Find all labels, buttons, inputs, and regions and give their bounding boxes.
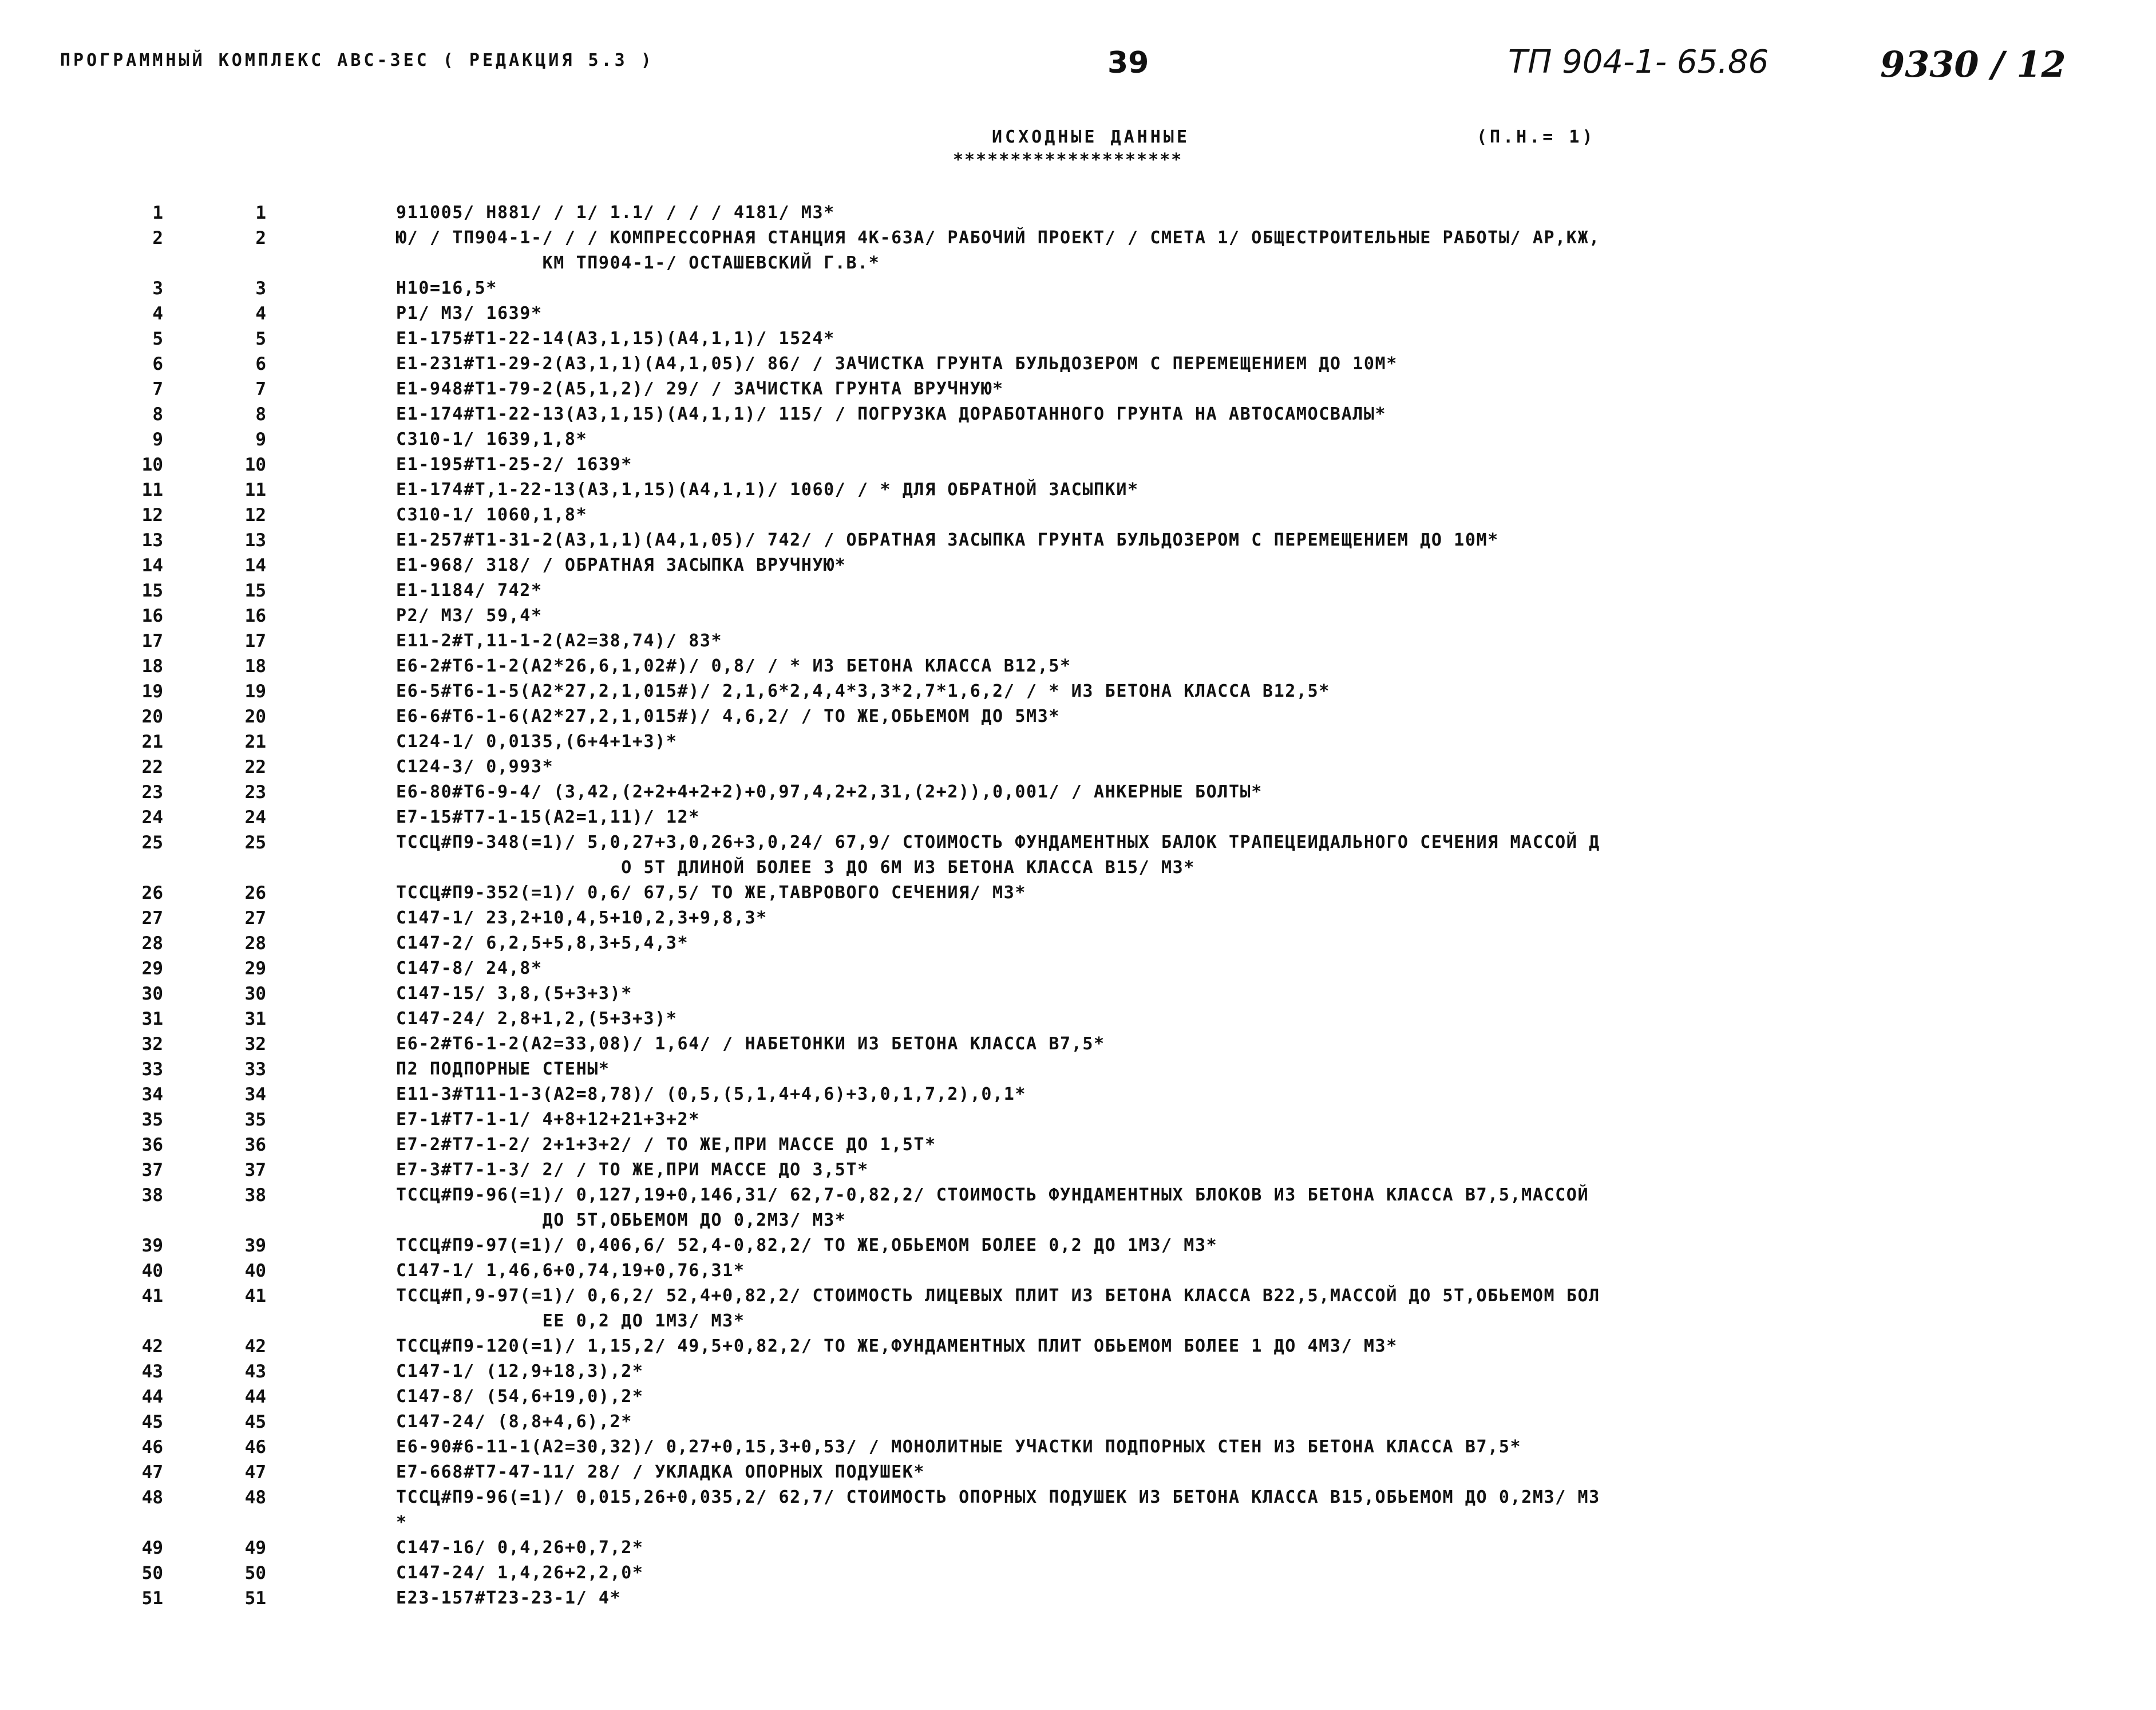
row-number: 1	[152, 203, 163, 223]
row-number: 18	[141, 656, 163, 677]
row-code-text: С147-24/ (8,8+4,6),2*	[396, 1412, 632, 1432]
listing-row	[0, 503, 2156, 528]
row-line-number: 32	[244, 1034, 266, 1055]
listing-row	[0, 276, 2156, 301]
listing-row	[0, 755, 2156, 780]
listing-row	[0, 1107, 2156, 1132]
listing-row	[0, 1485, 2156, 1535]
row-number: 30	[141, 984, 163, 1004]
row-code-text: Р2/ М3/ 59,4*	[396, 606, 543, 626]
row-line-number: 39	[244, 1235, 266, 1256]
row-number: 42	[141, 1336, 163, 1357]
row-number: 10	[141, 455, 163, 475]
row-line-number: 16	[244, 606, 266, 626]
row-code-text: Е1-948#Т1-79-2(А5,1,2)/ 29/ / ЗАЧИСТКА ГРУНТА ВРУЧНУЮ*	[396, 379, 1004, 399]
row-line-number: 2	[255, 228, 266, 248]
row-line-number: 49	[244, 1538, 266, 1558]
row-code-text: Е7-1#Т7-1-1/ 4+8+12+21+3+2*	[396, 1109, 700, 1130]
section-title: ИСХОДНЫЕ ДАННЫЕ	[992, 127, 1190, 147]
listing-row	[0, 729, 2156, 755]
row-number: 28	[141, 933, 163, 954]
row-line-number: 28	[244, 933, 266, 954]
listing-row	[0, 1384, 2156, 1409]
row-number: 26	[141, 883, 163, 903]
listing-row	[0, 780, 2156, 805]
row-line-number: 36	[244, 1135, 266, 1155]
row-code-text: Е6-2#Т6-1-2(А2*26,6,1,02#)/ 0,8/ / * ИЗ БЕТОНА КЛАССА В12,5*	[396, 656, 1071, 676]
listing-row	[0, 553, 2156, 578]
listing-row	[0, 1435, 2156, 1460]
row-code-text: ТССЦ#П9-96(=1)/ 0,127,19+0,146,31/ 62,7-0,82,2/ СТОИМОСТЬ ФУНДАМЕНТНЫХ БЛОКОВ ИЗ БЕТОНА КЛАССА В7,5,МАССОЙ ДО 5Т,ОБЬЕМОМ ДО 0,2М3/ М3*	[396, 1185, 1589, 1230]
row-line-number: 40	[244, 1261, 266, 1281]
row-code-text: С147-16/ 0,4,26+0,7,2*	[396, 1538, 644, 1558]
row-line-number: 3	[255, 278, 266, 299]
row-number: 49	[141, 1538, 163, 1558]
listing-row	[0, 1586, 2156, 1611]
row-number: 41	[141, 1286, 163, 1306]
row-line-number: 26	[244, 883, 266, 903]
row-line-number: 18	[244, 656, 266, 677]
row-code-text: С147-24/ 2,8+1,2,(5+3+3)*	[396, 1009, 678, 1029]
listing-row	[0, 603, 2156, 629]
row-code-text: Е6-5#Т6-1-5(А2*27,2,1,015#)/ 2,1,6*2,4,4*3,3*2,7*1,6,2/ / * ИЗ БЕТОНА КЛАССА В12,5*	[396, 681, 1330, 701]
row-line-number: 14	[244, 555, 266, 576]
row-code-text: С147-15/ 3,8,(5+3+3)*	[396, 984, 632, 1004]
row-number: 34	[141, 1084, 163, 1105]
row-line-number: 10	[244, 455, 266, 475]
section-params: (П.Н.= 1)	[1477, 127, 1596, 147]
row-code-text: Е1-257#Т1-31-2(А3,1,1)(А4,1,05)/ 742/ / ОБРАТНАЯ ЗАСЫПКА ГРУНТА БУЛЬДОЗЕРОМ С ПЕРЕМЕЩЕНИЕМ ДО 10М*	[396, 530, 1499, 550]
row-number: 38	[141, 1185, 163, 1206]
row-number: 8	[152, 404, 163, 425]
row-code-text: ТССЦ#П9-120(=1)/ 1,15,2/ 49,5+0,82,2/ ТО ЖЕ,ФУНДАМЕНТНЫХ ПЛИТ ОБЬЕМОМ БОЛЕЕ 1 ДО 4М3/ М3*	[396, 1336, 1398, 1356]
listing-row	[0, 654, 2156, 679]
row-code-text: С147-1/ 23,2+10,4,5+10,2,3+9,8,3*	[396, 908, 768, 928]
row-code-text: С124-1/ 0,0135,(6+4+1+3)*	[396, 732, 678, 752]
row-line-number: 25	[244, 832, 266, 853]
listing-row	[0, 1082, 2156, 1107]
row-code-text: С147-8/ 24,8*	[396, 958, 543, 978]
listing-row	[0, 830, 2156, 880]
section-underline: ********************	[953, 150, 1183, 170]
row-number: 45	[141, 1412, 163, 1432]
listing-row	[0, 679, 2156, 704]
row-code-text: ТССЦ#П9-97(=1)/ 0,406,6/ 52,4-0,82,2/ ТО ЖЕ,ОБЬЕМОМ БОЛЕЕ 0,2 ДО 1М3/ М3*	[396, 1235, 1218, 1255]
row-line-number: 37	[244, 1160, 266, 1180]
row-code-text: С147-24/ 1,4,26+2,2,0*	[396, 1563, 644, 1583]
row-line-number: 22	[244, 757, 266, 777]
listing-row	[0, 704, 2156, 729]
row-code-text: С310-1/ 1639,1,8*	[396, 429, 588, 449]
row-line-number: 12	[244, 505, 266, 526]
row-number: 27	[141, 908, 163, 929]
row-number: 31	[141, 1009, 163, 1029]
row-number: 47	[141, 1462, 163, 1483]
row-line-number: 24	[244, 807, 266, 828]
row-line-number: 7	[255, 379, 266, 400]
row-number: 20	[141, 706, 163, 727]
row-code-text: Ю/ / ТП904-1-/ / / КОМПРЕССОРНАЯ СТАНЦИЯ 4К-63А/ РАБОЧИЙ ПРОЕКТ/ / СМЕТА 1/ ОБЩЕСТРОИТЕЛЬНЫЕ РАБОТЫ/ АР,КЖ, КМ ТП904-1-/ ОСТАШЕВСКИЙ Г.В.*	[396, 228, 1600, 273]
listing-row	[0, 1535, 2156, 1561]
row-number: 19	[141, 681, 163, 702]
listing-row	[0, 200, 2156, 226]
row-line-number: 33	[244, 1059, 266, 1080]
row-code-text: Е7-2#Т7-1-2/ 2+1+3+2/ / ТО ЖЕ,ПРИ МАССЕ ДО 1,5Т*	[396, 1135, 936, 1155]
row-code-text: Е1-968/ 318/ / ОБРАТНАЯ ЗАСЫПКА ВРУЧНУЮ*	[396, 555, 846, 575]
row-number: 48	[141, 1487, 163, 1508]
row-code-text: Е23-157#Т23-23-1/ 4*	[396, 1588, 622, 1608]
listing-row	[0, 1183, 2156, 1233]
row-code-text: ТССЦ#П9-352(=1)/ 0,6/ 67,5/ ТО ЖЕ,ТАВРОВОГО СЕЧЕНИЯ/ М3*	[396, 883, 1027, 903]
row-line-number: 46	[244, 1437, 266, 1458]
listing-row	[0, 326, 2156, 352]
row-code-text: Е6-80#Т6-9-4/ (3,42,(2+2+4+2+2)+0,97,4,2+2,31,(2+2)),0,001/ / АНКЕРНЫЕ БОЛТЫ*	[396, 782, 1263, 802]
row-line-number: 44	[244, 1387, 266, 1407]
row-number: 14	[141, 555, 163, 576]
row-number: 2	[152, 228, 163, 248]
listing-row	[0, 906, 2156, 931]
row-number: 46	[141, 1437, 163, 1458]
row-number: 3	[152, 278, 163, 299]
row-line-number: 19	[244, 681, 266, 702]
listing-row	[0, 352, 2156, 377]
row-code-text: Р1/ М3/ 1639*	[396, 303, 543, 323]
row-line-number: 21	[244, 732, 266, 752]
row-number: 4	[152, 303, 163, 324]
row-code-text: Е1-174#Т1-22-13(А3,1,15)(А4,1,1)/ 115/ / ПОГРУЗКА ДОРАБОТАННОГО ГРУНТА НА АВТОСАМОСВАЛЫ*	[396, 404, 1387, 424]
listing-row	[0, 1006, 2156, 1032]
row-number: 44	[141, 1387, 163, 1407]
row-code-text: Е6-2#Т6-1-2(А2=33,08)/ 1,64/ / НАБЕТОНКИ ИЗ БЕТОНА КЛАССА В7,5*	[396, 1034, 1105, 1054]
row-code-text: Е7-3#Т7-1-3/ 2/ / ТО ЖЕ,ПРИ МАССЕ ДО 3,5Т*	[396, 1160, 869, 1180]
listing-row	[0, 301, 2156, 326]
row-code-text: Е6-6#Т6-1-6(А2*27,2,1,015#)/ 4,6,2/ / ТО ЖЕ,ОБЬЕМОМ ДО 5М3*	[396, 706, 1061, 726]
row-line-number: 48	[244, 1487, 266, 1508]
row-code-text: Е6-90#6-11-1(А2=30,32)/ 0,27+0,15,3+0,53/ / МОНОЛИТНЫЕ УЧАСТКИ ПОДПОРНЫХ СТЕН ИЗ БЕТОНА КЛАССА В7,5*	[396, 1437, 1522, 1457]
listing-row	[0, 1032, 2156, 1057]
row-line-number: 9	[255, 429, 266, 450]
program-title: ПРОГРАММНЫЙ КОМПЛЕКС АВС-ЗЕС ( РЕДАКЦИЯ 5.3 )	[60, 50, 654, 70]
row-number: 16	[141, 606, 163, 626]
listing-row	[0, 377, 2156, 402]
row-line-number: 30	[244, 984, 266, 1004]
listing-row	[0, 1233, 2156, 1258]
row-line-number: 15	[244, 580, 266, 601]
row-number: 25	[141, 832, 163, 853]
row-line-number: 43	[244, 1361, 266, 1382]
row-line-number: 45	[244, 1412, 266, 1432]
row-number: 17	[141, 631, 163, 651]
row-line-number: 1	[255, 203, 266, 223]
row-line-number: 41	[244, 1286, 266, 1306]
listing-row	[0, 1359, 2156, 1384]
listing-row	[0, 452, 2156, 477]
row-code-text: С147-2/ 6,2,5+5,8,3+5,4,3*	[396, 933, 689, 953]
row-number: 29	[141, 958, 163, 979]
listing-row	[0, 1158, 2156, 1183]
sheet-code: 9330 / 12	[1880, 44, 2066, 85]
row-code-text: Е1-195#Т1-25-2/ 1639*	[396, 455, 632, 475]
row-code-text: ТССЦ#П9-348(=1)/ 5,0,27+3,0,26+3,0,24/ 67,9/ СТОИМОСТЬ ФУНДАМЕНТНЫХ БАЛОК ТРАПЕЦЕИДАЛЬНОГО СЕЧЕНИЯ МАССОЙ Д О 5Т ДЛИНОЙ БОЛЕЕ 3 ДО 6М ИЗ БЕТОНА КЛАССА В15/ М3*	[396, 832, 1600, 878]
listing-row	[0, 880, 2156, 906]
listing-row	[0, 931, 2156, 956]
listing-row	[0, 1460, 2156, 1485]
row-number: 12	[141, 505, 163, 526]
row-number: 32	[141, 1034, 163, 1055]
data-listing	[0, 200, 2156, 1611]
row-line-number: 35	[244, 1109, 266, 1130]
row-line-number: 42	[244, 1336, 266, 1357]
row-number: 35	[141, 1109, 163, 1130]
row-number: 22	[141, 757, 163, 777]
row-line-number: 38	[244, 1185, 266, 1206]
row-code-text: С124-3/ 0,993*	[396, 757, 554, 777]
row-number: 37	[141, 1160, 163, 1180]
row-number: 33	[141, 1059, 163, 1080]
row-line-number: 29	[244, 958, 266, 979]
row-number: 5	[152, 329, 163, 349]
row-line-number: 5	[255, 329, 266, 349]
row-code-text: Е1-174#Т,1-22-13(А3,1,15)(А4,1,1)/ 1060/ / * ДЛЯ ОБРАТНОЙ ЗАСЫПКИ*	[396, 480, 1139, 500]
listing-row	[0, 629, 2156, 654]
row-line-number: 47	[244, 1462, 266, 1483]
listing-row	[0, 427, 2156, 452]
row-code-text: Е7-15#Т7-1-15(А2=1,11)/ 12*	[396, 807, 700, 827]
row-line-number: 51	[244, 1588, 266, 1609]
row-code-text: ТССЦ#П,9-97(=1)/ 0,6,2/ 52,4+0,82,2/ СТОИМОСТЬ ЛИЦЕВЫХ ПЛИТ ИЗ БЕТОНА КЛАССА В22,5,МАССОЙ ДО 5Т,ОБЬЕМОМ БОЛ ЕЕ 0,2 ДО 1М3/ М3*	[396, 1286, 1600, 1331]
row-code-text: С147-8/ (54,6+19,0),2*	[396, 1387, 644, 1407]
row-number: 40	[141, 1261, 163, 1281]
listing-row	[0, 1409, 2156, 1435]
row-line-number: 50	[244, 1563, 266, 1583]
row-code-text: Е1-175#Т1-22-14(А3,1,15)(А4,1,1)/ 1524*	[396, 329, 835, 349]
row-number: 24	[141, 807, 163, 828]
listing-row	[0, 578, 2156, 603]
row-code-text: Е11-3#Т11-1-3(А2=8,78)/ (0,5,(5,1,4+4,6)+3,0,1,7,2),0,1*	[396, 1084, 1027, 1104]
row-code-text: С147-1/ 1,46,6+0,74,19+0,76,31*	[396, 1261, 745, 1281]
row-line-number: 31	[244, 1009, 266, 1029]
row-number: 51	[141, 1588, 163, 1609]
row-line-number: 17	[244, 631, 266, 651]
row-code-text: 911005/ Н881/ / 1/ 1.1/ / / / 4181/ М3*	[396, 203, 835, 223]
row-line-number: 27	[244, 908, 266, 929]
listing-row	[0, 1284, 2156, 1334]
row-number: 23	[141, 782, 163, 803]
row-line-number: 20	[244, 706, 266, 727]
row-code-text: Е11-2#Т,11-1-2(А2=38,74)/ 83*	[396, 631, 723, 651]
row-number: 43	[141, 1361, 163, 1382]
listing-row	[0, 1057, 2156, 1082]
row-number: 21	[141, 732, 163, 752]
listing-row	[0, 226, 2156, 276]
row-line-number: 8	[255, 404, 266, 425]
row-number: 39	[141, 1235, 163, 1256]
listing-row	[0, 477, 2156, 503]
row-code-text: Н10=16,5*	[396, 278, 497, 298]
document-code: ТП 904-1- 65.86	[1508, 44, 1769, 81]
row-code-text: Е1-231#Т1-29-2(А3,1,1)(А4,1,05)/ 86/ / ЗАЧИСТКА ГРУНТА БУЛЬДОЗЕРОМ С ПЕРЕМЕЩЕНИЕМ ДО 10М*	[396, 354, 1398, 374]
row-code-text: С310-1/ 1060,1,8*	[396, 505, 588, 525]
row-number: 15	[141, 580, 163, 601]
row-number: 9	[152, 429, 163, 450]
listing-row	[0, 1561, 2156, 1586]
listing-row	[0, 1132, 2156, 1158]
listing-row	[0, 1258, 2156, 1284]
row-number: 7	[152, 379, 163, 400]
page-number: 39	[1107, 46, 1149, 80]
row-code-text: Е7-668#Т7-47-11/ 28/ / УКЛАДКА ОПОРНЫХ ПОДУШЕК*	[396, 1462, 925, 1482]
listing-row	[0, 402, 2156, 427]
listing-row	[0, 805, 2156, 830]
listing-row	[0, 981, 2156, 1006]
row-number: 13	[141, 530, 163, 551]
row-number: 6	[152, 354, 163, 374]
row-code-text: С147-1/ (12,9+18,3),2*	[396, 1361, 644, 1381]
listing-row	[0, 528, 2156, 553]
listing-row	[0, 956, 2156, 981]
listing-row	[0, 1334, 2156, 1359]
row-line-number: 11	[244, 480, 266, 500]
row-line-number: 34	[244, 1084, 266, 1105]
row-code-text: ТССЦ#П9-96(=1)/ 0,015,26+0,035,2/ 62,7/ СТОИМОСТЬ ОПОРНЫХ ПОДУШЕК ИЗ БЕТОНА КЛАССА В15,ОБЬЕМОМ ДО 0,2М3/ М3 *	[396, 1487, 1600, 1533]
row-line-number: 23	[244, 782, 266, 803]
row-code-text: Е1-1184/ 742*	[396, 580, 543, 601]
row-number: 11	[141, 480, 163, 500]
row-line-number: 6	[255, 354, 266, 374]
row-number: 50	[141, 1563, 163, 1583]
row-line-number: 13	[244, 530, 266, 551]
row-line-number: 4	[255, 303, 266, 324]
row-number: 36	[141, 1135, 163, 1155]
row-code-text: П2 ПОДПОРНЫЕ СТЕНЫ*	[396, 1059, 610, 1079]
